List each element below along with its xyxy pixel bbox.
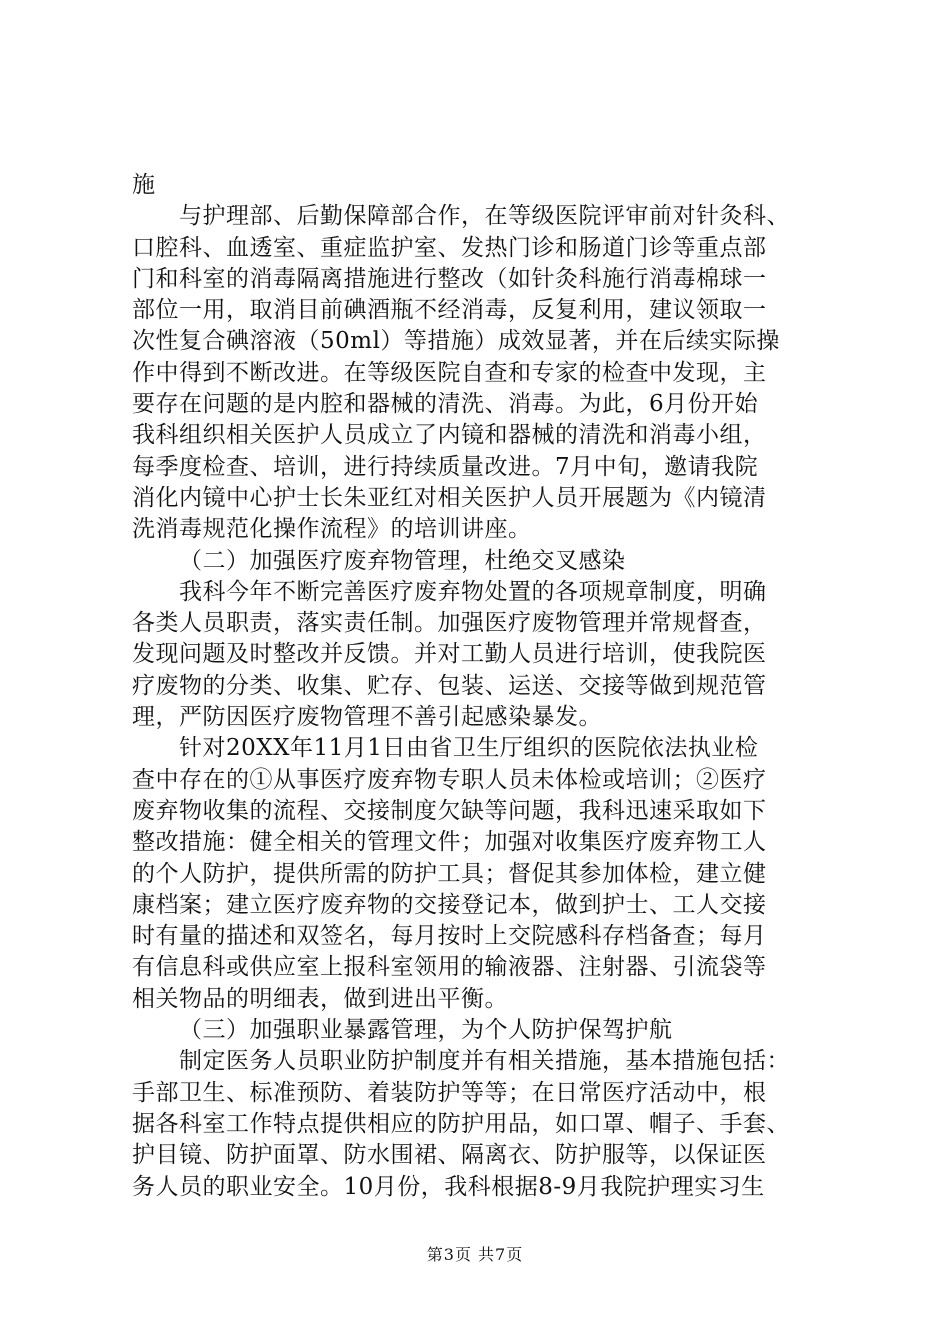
text-line: 各类人员职责，落实责任制。加强医疗废物管理并常规督查， <box>132 610 767 637</box>
text-line: 施 <box>132 172 156 198</box>
text-line: 的个人防护，提供所需的防护工具；督促其参加体检，建立健 <box>132 860 767 887</box>
text-line: 门和科室的消毒隔离措施进行整改（如针灸科施行消毒棉球一 <box>132 265 767 292</box>
text-line: 时有量的描述和双签名，每月按时上交院感科存档备查；每月 <box>132 923 767 950</box>
text-line: 洗消毒规范化操作流程》的培训讲座。 <box>132 516 532 543</box>
document-body <box>132 170 832 1203</box>
text-line: 据各科室工作特点提供相应的防护用品，如口罩、帽子、手套、 <box>132 1110 790 1137</box>
text-line: 康档案；建立医疗废弃物的交接登记本，做到护士、工人交接 <box>132 891 767 918</box>
text-line: 务人员的职业安全。10月份，我科根据8-9月我院护理实习生 <box>132 1173 765 1200</box>
text-line: 有信息科或供应室上报科室领用的输液器、注射器、引流袋等 <box>132 954 767 981</box>
text-line: 我科组织相关医护人员成立了内镜和器械的清洗和消毒小组， <box>132 422 767 449</box>
text-line: 整改措施：健全相关的管理文件；加强对收集医疗废弃物工人 <box>132 829 767 856</box>
text-line: 理，严防因医疗废物管理不善引起感染暴发。 <box>132 704 602 731</box>
paragraph-first-line: 与护理部、后勤保障部合作，在等级医院评审前对针灸科、 <box>179 203 790 230</box>
section-heading: （二）加强医疗废弃物管理，杜绝交叉感染 <box>179 547 626 574</box>
text-line: 相关物品的明细表，做到进出平衡。 <box>132 985 508 1012</box>
text-line: 次性复合碘溶液（50ml）等措施）成效显著，并在后续实际操 <box>132 328 780 355</box>
paragraph-first-line: 针对20XX年11月1日由省卫生厅组织的医院依法执业检 <box>179 735 759 762</box>
paragraph-first-line: 制定医务人员职业防护制度并有相关措施，基本措施包括： <box>179 1048 790 1075</box>
text-line: 废弃物收集的流程、交接制度欠缺等问题，我科迅速采取如下 <box>132 797 767 824</box>
text-line: 疗废物的分类、收集、贮存、包装、运送、交接等做到规范管 <box>132 672 767 699</box>
text-line: 口腔科、血透室、重症监护室、发热门诊和肠道门诊等重点部 <box>132 234 767 261</box>
text-line: 护目镜、防护面罩、防水围裙、隔离衣、防护服等，以保证医 <box>132 1142 767 1169</box>
text-line: 要存在问题的是内腔和器械的清洗、消毒。为此，6月份开始 <box>132 391 759 418</box>
text-line: 部位一用，取消目前碘酒瓶不经消毒，反复利用，建议领取一 <box>132 297 767 324</box>
text-line: 消化内镜中心护士长朱亚红对相关医护人员开展题为《内镜清 <box>132 484 767 511</box>
text-line: 查中存在的①从事医疗废弃物专职人员未体检或培训；②医疗 <box>132 766 767 793</box>
page-footer: 第3页 共7页 <box>426 1245 524 1264</box>
text-line: 手部卫生、标准预防、着装防护等等；在日常医疗活动中，根 <box>132 1079 767 1106</box>
paragraph-first-line: 我科今年不断完善医疗废弃物处置的各项规章制度，明确 <box>179 578 767 605</box>
text-line: 发现问题及时整改并反馈。并对工勤人员进行培训，使我院医 <box>132 641 767 668</box>
text-line: 每季度检查、培训，进行持续质量改进。7月中旬，邀请我院 <box>132 453 759 480</box>
section-heading: （三）加强职业暴露管理，为个人防护保驾护航 <box>179 1017 673 1044</box>
text-line: 作中得到不断改进。在等级医院自查和专家的检查中发现，主 <box>132 359 767 386</box>
